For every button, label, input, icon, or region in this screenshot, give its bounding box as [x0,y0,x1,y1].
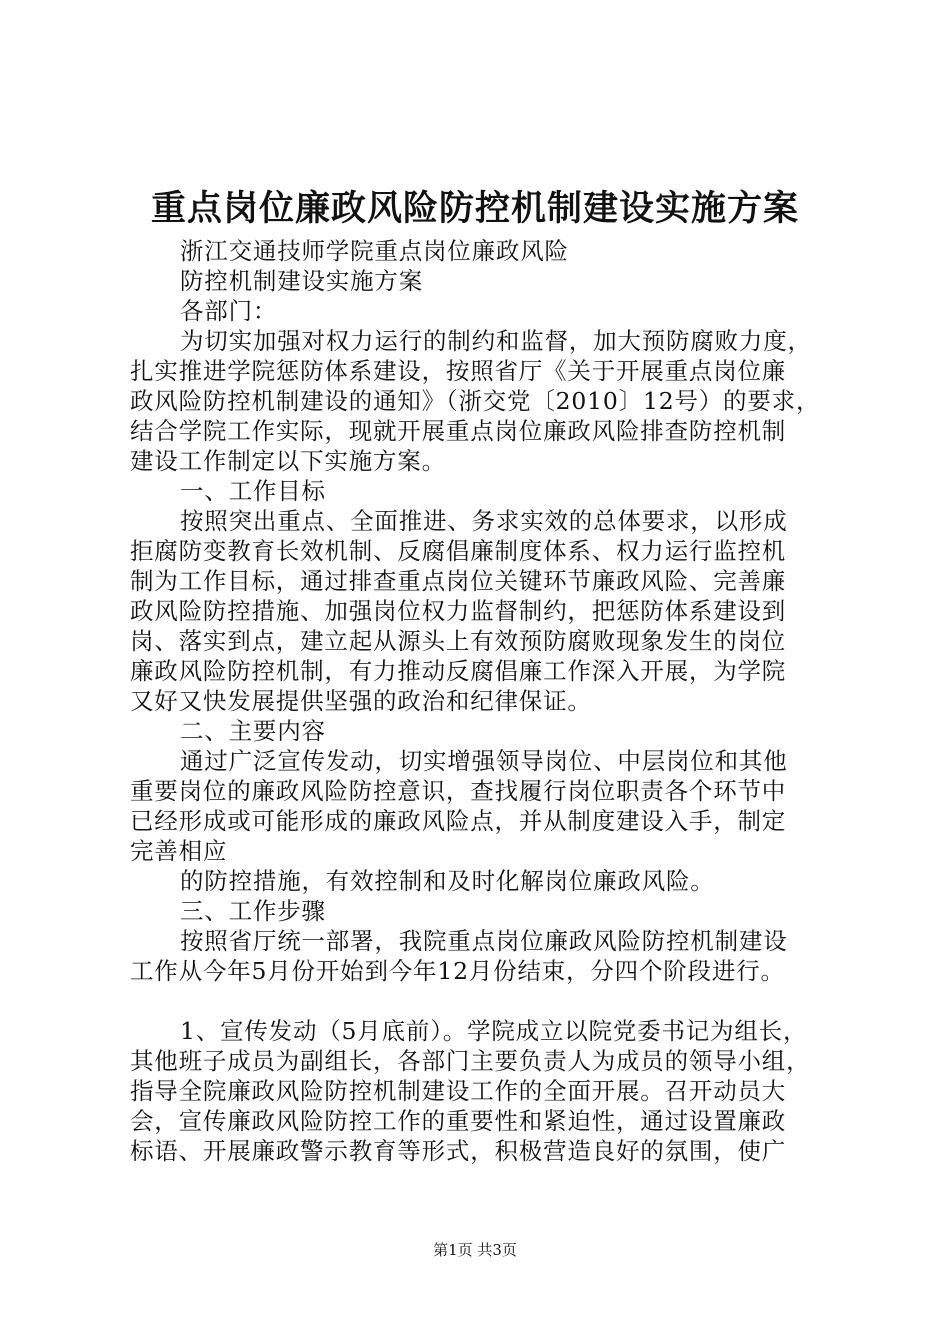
text-line: 廉政风险防控机制，有力推动反腐倡廉工作深入开展，为学院 [130,657,787,685]
text-line: 二、主要内容 [180,717,326,745]
text-line: 扎实推进学院惩防体系建设，按照省厅《关于开展重点岗位廉 [130,357,787,385]
text-line: 为切实加强对权力运行的制约和监督，加大预防腐败力度， [180,327,812,355]
text-line: 岗、落实到点，建立起从源头上有效预防腐败现象发生的岗位 [130,627,787,655]
page-footer: 第1页 共3页 [433,1241,517,1259]
text-line: 浙江交通技师学院重点岗位廉政风险 [180,237,569,265]
text-line: 政风险防控机制建设的通知》（浙交党〔2010〕12号）的要求， [130,387,821,415]
text-line: 的防控措施，有效控制和及时化解岗位廉政风险。 [180,867,715,895]
text-line: 工作从今年5月份开始到今年12月份结束，分四个阶段进行。 [130,957,785,985]
text-line: 通过广泛宣传发动，切实增强领导岗位、中层岗位和其他 [180,747,788,775]
document-body [130,236,850,1166]
text-line: 政风险防控措施、加强岗位权力监督制约，把惩防体系建设到 [130,597,787,625]
text-line: 其他班子成员为副组长，各部门主要负责人为成员的领导小组， [130,1047,811,1075]
text-line: 建设工作制定以下实施方案。 [130,447,446,475]
document-title: 重点岗位廉政风险防控机制建设实施方案 [150,188,799,229]
text-line: 指导全院廉政风险防控机制建设工作的全面开展。召开动员大 [130,1077,787,1105]
text-line [130,986,850,1016]
text-line: 重要岗位的廉政风险防控意识，查找履行岗位职责各个环节中 [130,777,787,805]
text-line: 一、工作目标 [180,477,326,505]
text-line: 结合学院工作实际，现就开展重点岗位廉政风险排查防控机制 [130,417,787,445]
text-line: 防控机制建设实施方案 [180,267,423,295]
text-line: 各部门： [180,297,278,325]
text-line: 1、宣传发动（5月底前）。学院成立以院党委书记为组长， [180,1017,808,1045]
text-line: 三、工作步骤 [180,897,326,925]
text-line: 标语、开展廉政警示教育等形式，积极营造良好的氛围，使广 [130,1137,787,1165]
text-line: 按照省厅统一部署，我院重点岗位廉政风险防控机制建设 [180,927,788,955]
text-line: 制为工作目标，通过排查重点岗位关键环节廉政风险、完善廉 [130,567,787,595]
text-line: 又好又快发展提供坚强的政治和纪律保证。 [130,687,592,715]
text-line: 完善相应 [130,837,228,865]
text-line: 已经形成或可能形成的廉政风险点，并从制度建设入手，制定 [130,807,787,835]
text-line: 拒腐防变教育长效机制、反腐倡廉制度体系、权力运行监控机 [130,537,787,565]
text-line: 会，宣传廉政风险防控工作的重要性和紧迫性，通过设置廉政 [130,1107,787,1135]
text-line: 按照突出重点、全面推进、务求实效的总体要求，以形成 [180,507,788,535]
